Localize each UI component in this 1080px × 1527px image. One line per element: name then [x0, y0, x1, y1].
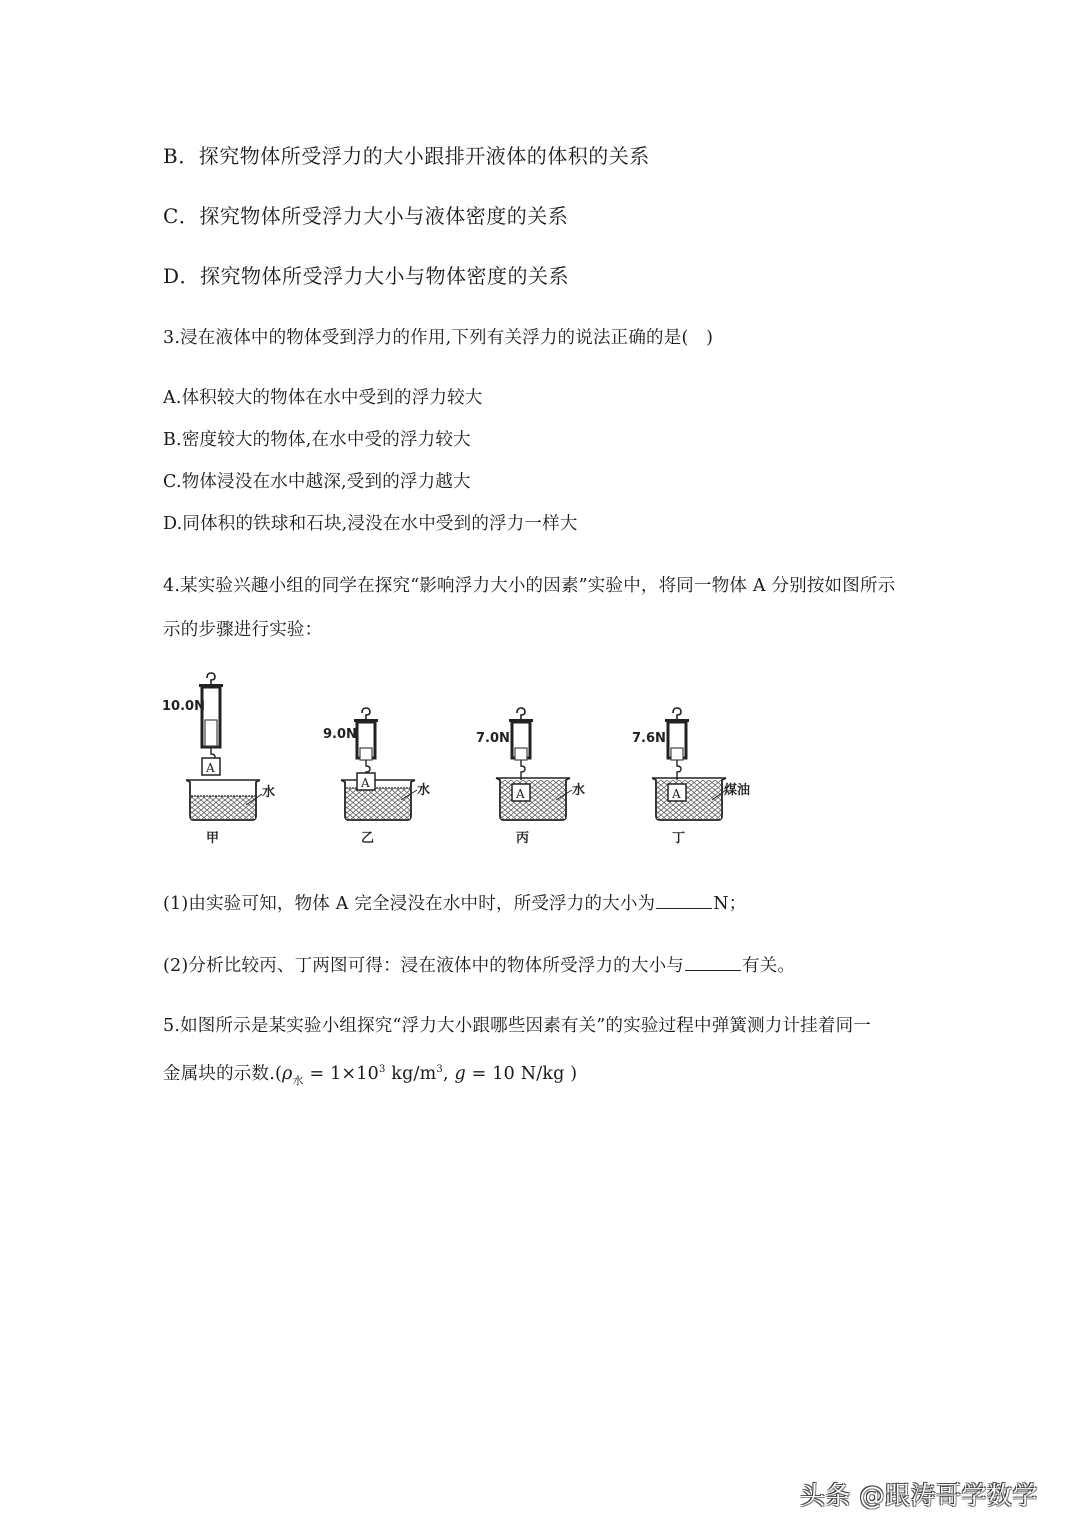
q3-option-b: B.密度较大的物体,在水中受的浮力较大 [163, 430, 471, 450]
svg-text:甲: 甲 [206, 831, 220, 846]
q3-stem: 3.浸在液体中的物体受到浮力的作用,下列有关浮力的说法正确的是( ) [163, 328, 714, 348]
svg-text:水: 水 [262, 785, 276, 800]
panel-bing [476, 708, 585, 846]
hook-icon [673, 708, 681, 719]
q5-line2: 金属块的示数$.(\rho_水 = 1\times 10^3$ $kg/m^3$, g = 10 N/kg ) [163, 1064, 578, 1087]
svg-text:7.6N: 7.6N [632, 731, 666, 746]
panel-yi [323, 708, 430, 846]
svg-text:A: A [516, 787, 525, 801]
option-text: 探究物体所受浮力的大小跟排开液体的体积的关系 [198, 144, 650, 168]
option-text: 探究物体所受浮力大小与物体密度的关系 [200, 264, 570, 288]
q2-option-c [163, 200, 568, 229]
q4-stem-line2: 示的步骤进行实验： [163, 620, 323, 640]
svg-text:9.0N: 9.0N [323, 727, 357, 742]
svg-text:乙: 乙 [361, 831, 375, 846]
svg-text:水: 水 [417, 783, 431, 798]
option-text: 探究物体所受浮力大小与液体密度的关系 [199, 204, 569, 228]
hook-icon [207, 673, 215, 684]
svg-text:7.0N: 7.0N [476, 731, 510, 746]
svg-text:水: 水 [572, 783, 586, 798]
rho-symbol: ρ [282, 1064, 293, 1084]
option-label: C． [163, 204, 200, 228]
panel-ding [632, 708, 750, 846]
panel-jia [162, 673, 275, 846]
hook-icon [517, 708, 525, 719]
answer-blank-2[interactable] [685, 952, 741, 971]
answer-blank-1[interactable] [656, 890, 712, 909]
q4-sub1: (1)由实验可知，物体 A 完全浸没在水中时，所受浮力的大小为 N； [163, 890, 746, 915]
q5-line1: 5.如图所示是某实验小组探究“浮力大小跟哪些因素有关”的实验过程中弹簧测力计挂着同一 [163, 1016, 871, 1036]
q4-stem-line1: 4.某实验兴趣小组的同学在探究“影响浮力大小的因素”实验中，将同一物体 A 分别按如图所示 [163, 576, 896, 596]
svg-text:A: A [361, 776, 370, 790]
svg-text:10.0N: 10.0N [162, 699, 205, 714]
q2-option-d [163, 260, 569, 289]
q3-option-a: A.体积较大的物体在水中受到的浮力较大 [163, 388, 483, 408]
svg-text:煤油: 煤油 [724, 783, 751, 798]
svg-text:A: A [672, 787, 681, 801]
hook-icon [362, 708, 370, 719]
svg-text:丙: 丙 [516, 831, 530, 846]
option-label: B． [163, 144, 199, 168]
svg-text:A: A [206, 761, 215, 775]
svg-text:丁: 丁 [672, 831, 686, 846]
q4-sub2: (2)分析比较丙、丁两图可得：浸在液体中的物体所受浮力的大小与 有关。 [163, 952, 795, 977]
q2-option-b [163, 140, 650, 169]
watermark: 头条 @跟涛哥学数学 [800, 1481, 1038, 1510]
experiment-figure [150, 660, 810, 860]
option-label: D． [163, 264, 201, 288]
q3-option-c: C.物体浸没在水中越深,受到的浮力越大 [163, 472, 471, 492]
q3-option-d: D.同体积的铁球和石块,浸没在水中受到的浮力一样大 [163, 514, 578, 534]
